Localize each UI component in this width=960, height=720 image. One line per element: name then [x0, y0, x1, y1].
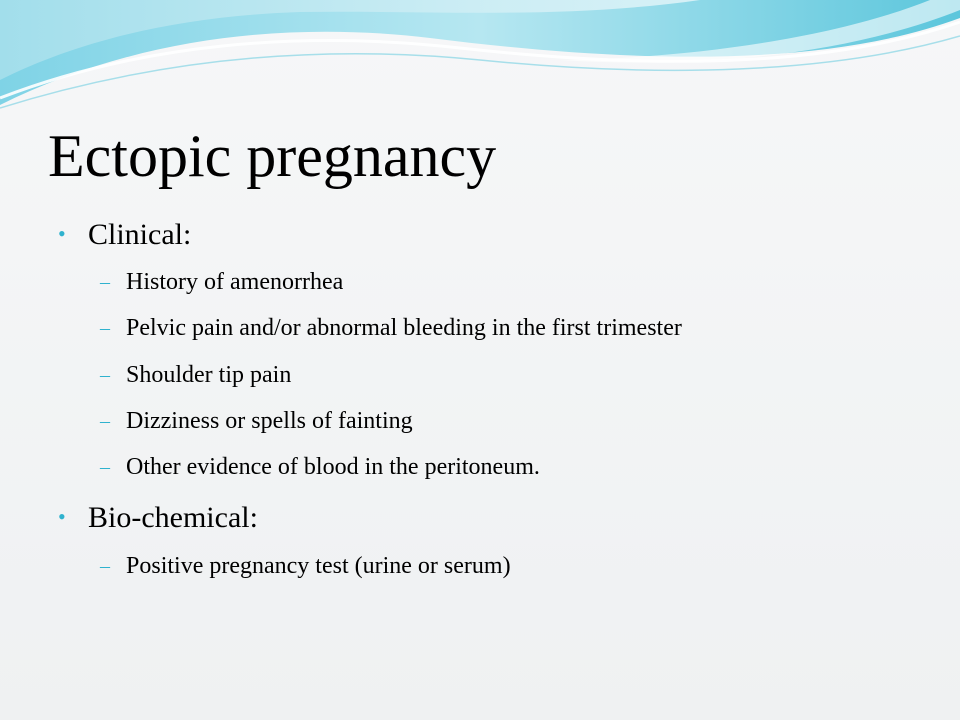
sub-bullet-text: History of amenorrhea [126, 269, 344, 295]
bullet-item-clinical [58, 217, 191, 252]
bullet-dot-icon: • [58, 221, 66, 246]
sub-bullet-text: Shoulder tip pain [126, 362, 292, 388]
sub-bullet-text: Positive pregnancy test (urine or serum) [126, 553, 511, 579]
sub-bullet-item [100, 453, 540, 481]
dash-icon: – [100, 317, 110, 339]
sub-bullet-item [100, 552, 511, 580]
dash-icon: – [100, 271, 110, 293]
dash-icon: – [100, 364, 110, 386]
sub-bullet-text: Pelvic pain and/or abnormal bleeding in the first trimester [126, 315, 682, 341]
slide-title: Ectopic pregnancy [48, 123, 497, 189]
sub-bullet-text: Dizziness or spells of fainting [126, 408, 413, 434]
sub-bullet-item [100, 361, 291, 389]
sub-bullet-item [100, 407, 413, 435]
sub-bullet-item [100, 314, 682, 342]
sub-bullet-item [100, 268, 343, 296]
bullet-label: Bio-chemical: [88, 501, 258, 534]
dash-icon: – [100, 555, 110, 577]
dash-icon: – [100, 410, 110, 432]
bullet-item-biochemical [58, 500, 258, 535]
dash-icon: – [100, 456, 110, 478]
bullet-dot-icon: • [58, 504, 66, 529]
bullet-label: Clinical: [88, 218, 192, 251]
sub-bullet-text: Other evidence of blood in the peritoneum. [126, 454, 540, 480]
